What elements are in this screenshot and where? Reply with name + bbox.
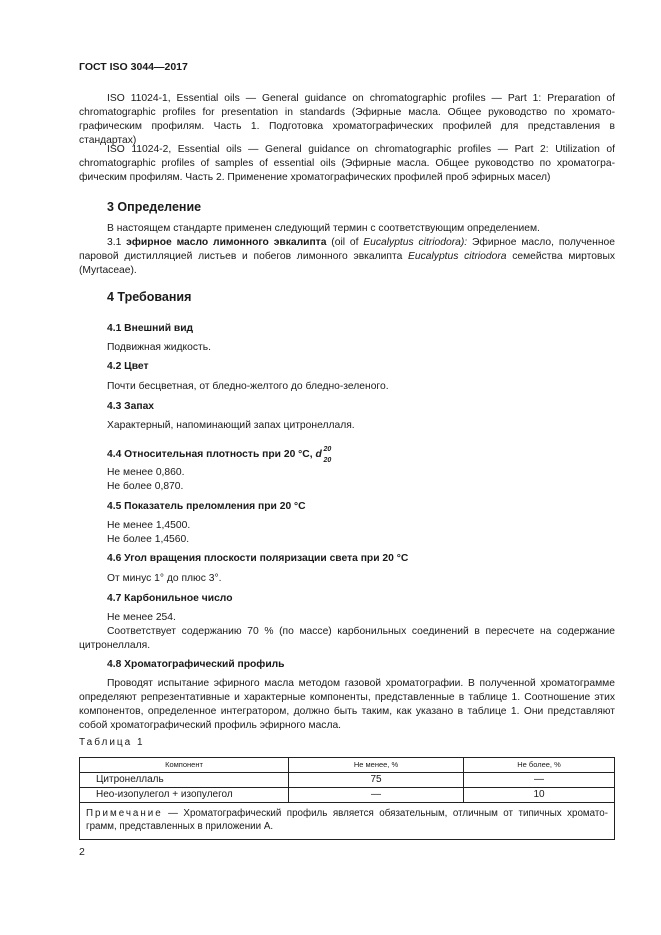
term-body: Эфирное масло, полученное паровой дистилляцией листьев и побегов лимонного эвкалипта — [79, 237, 615, 262]
term-latin-2: Eucalyptus citriodora — [408, 251, 507, 262]
subsection-4-6-text: От минус 1° до плюс 3°. — [107, 573, 222, 584]
subsection-4-4-min: Не менее 0,860. — [107, 467, 185, 478]
density-superscript: 20 — [323, 446, 332, 453]
subsection-4-8-title: 4.8 Хроматографический профиль — [107, 659, 285, 670]
page-number: 2 — [79, 846, 85, 858]
table-header-row — [80, 758, 615, 773]
term-number: 3.1 — [107, 237, 122, 248]
section-3-intro: В настоящем стандарте применен следующий термин с соответствующим определением. — [107, 223, 540, 234]
subsection-4-2-title: 4.2 Цвет — [107, 361, 149, 372]
subsection-4-3-text: Характерный, напоминающий запах цитронеллаля. — [107, 420, 355, 431]
subsection-4-4-label: 4.4 Относительная плотность при 20 °С, — [107, 449, 313, 460]
table-caption: Таблица 1 — [79, 737, 145, 748]
subsection-4-6-title: 4.6 Угол вращения плоскости поляризации света при 20 °С — [107, 553, 409, 564]
table-note — [80, 803, 615, 840]
subsection-4-1-title: 4.1 Внешний вид — [107, 323, 194, 334]
section-3-title: 3 Определение — [107, 200, 202, 214]
table-header-min: Не менее, % — [289, 758, 464, 773]
table-note-label: Примечание — [86, 808, 163, 819]
table-cell-component: Цитронеллаль — [80, 773, 289, 788]
table-note-row — [80, 803, 615, 840]
table-1 — [79, 757, 615, 840]
table-header-max: Не более, % — [464, 758, 615, 773]
table-header-component: Компонент — [80, 758, 289, 773]
subsection-4-1-text: Подвижная жидкость. — [107, 342, 211, 353]
density-letter: d — [315, 449, 322, 460]
reference-iso-11024-2: ISO 11024-2, Essential oils — General guidance on chromatographic profiles — Part 2: Utilization of chromatographic profiles of samples of essential oils (Эфирные масла. Общее руководство по хроматографическим профилям. Часть 2. Применение хроматографических профилей проб эфирных масел) — [79, 144, 615, 183]
subsection-4-4-max: Не более 0,870. — [107, 481, 184, 492]
subsection-4-7-text: Соответствует содержанию 70 % (по массе) карбонильных соединений в пересчете на содержание цитронеллаля. — [79, 626, 615, 651]
document-code: ГОСТ ISO 3044—2017 — [79, 61, 188, 73]
table-cell-component: Нео-изопулегол + изопулегол — [80, 788, 289, 803]
term-definition — [79, 236, 615, 278]
table-cell-max: — — [464, 773, 615, 788]
subsection-4-4-title — [107, 446, 332, 464]
table-cell-max: 10 — [464, 788, 615, 803]
subsection-4-5-title: 4.5 Показатель преломления при 20 °С — [107, 501, 306, 512]
reference-iso-11024-1: ISO 11024-1, Essential oils — General guidance on chromatographic profiles — Part 1: Preparation of chromatographic profiles for presentation in standards (Эфирные масла. Общее руководство по хроматографическим профилям. Часть 1. Подготовка хроматографических профилей для представления в стандартах) — [79, 93, 615, 146]
subsection-4-5-max: Не более 1,4560. — [107, 534, 190, 545]
term-latin: Eucalyptus citriodora): — [363, 237, 468, 248]
table-cell-min: 75 — [289, 773, 464, 788]
term-name: эфирное масло лимонного эвкалипта — [126, 237, 327, 248]
subsection-4-7-title: 4.7 Карбонильное число — [107, 593, 233, 604]
table-note-text: — Хроматографический профиль является обязательным, отличным от типичных хроматограмм, представленных в приложении А. — [86, 808, 608, 832]
term-pre: (oil of — [326, 237, 364, 248]
subsection-4-7-min: Не менее 254. — [107, 612, 176, 623]
subsection-4-5-min: Не менее 1,4500. — [107, 520, 191, 531]
subsection-4-2-text: Почти бесцветная, от бледно-желтого до бледно-зеленого. — [107, 381, 389, 392]
term-end: семейства миртовых (Myrtaceae). — [79, 251, 616, 276]
subsection-4-8-text: Проводят испытание эфирного масла методом газовой хроматографии. В полученной хроматограмме определяют репрезентативные и характерные компоненты, представленные в таблице 1. Соотношение этих компонентов, определенное интегратором, должно быть таким, как указано в таблице 1. Они представляют собой хроматографический профиль эфирного масла. — [79, 678, 615, 731]
density-subscript: 20 — [323, 457, 332, 464]
table-row — [80, 788, 615, 803]
table-cell-min: — — [289, 788, 464, 803]
subsection-4-3-title: 4.3 Запах — [107, 401, 155, 412]
density-symbol — [315, 446, 332, 464]
table-row — [80, 773, 615, 788]
section-4-title: 4 Требования — [107, 290, 192, 304]
